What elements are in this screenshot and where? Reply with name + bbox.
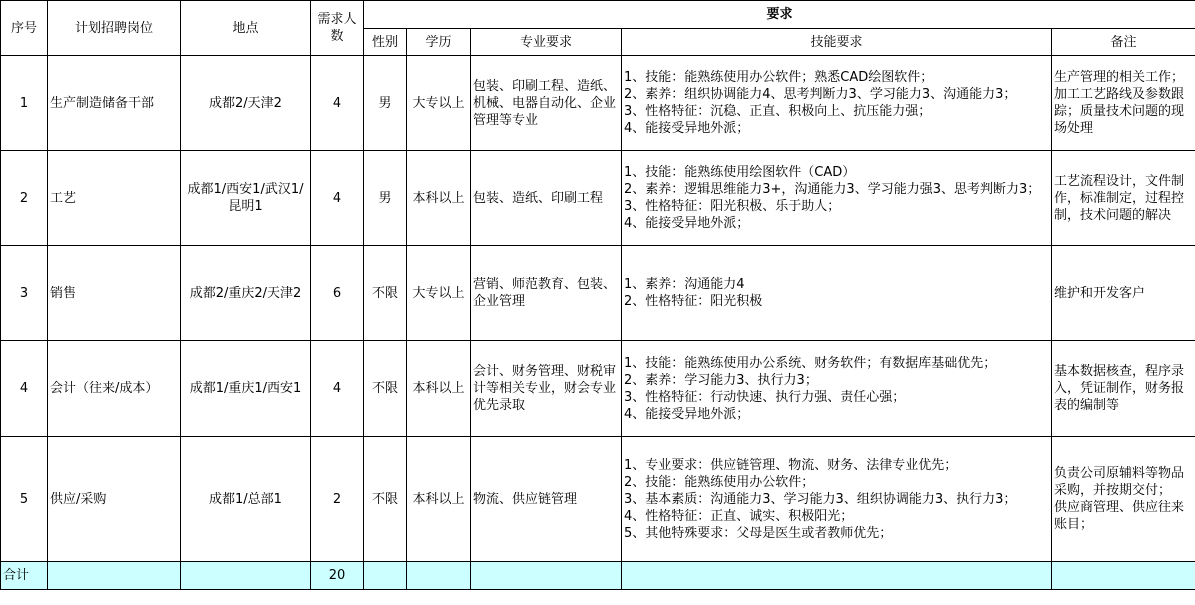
table-row [1,56,1195,151]
row-location: 成都2/天津2 [181,56,311,151]
row-position: 工艺 [48,151,181,246]
total-empty-cell [48,562,181,590]
row-seq: 3 [1,246,48,341]
row-notes: 维护和开发客户 [1052,246,1195,341]
header-requirements: 要求 [364,1,1195,29]
row-education: 大专以上 [407,56,471,151]
total-empty-cell [471,562,622,590]
row-notes: 基本数据核查，程序录入，凭证制作，财务报表的编制等 [1052,341,1195,437]
total-empty-cell [1052,562,1195,590]
row-notes: 生产管理的相关工作；加工工艺路线及参数跟踪；质量技术问题的现场处理 [1052,56,1195,151]
table-row [1,151,1195,246]
row-major: 包装、造纸、印刷工程 [471,151,622,246]
header-gender: 性别 [364,29,407,56]
row-education: 本科以上 [407,341,471,437]
row-gender: 不限 [364,341,407,437]
total-row [1,562,1195,590]
row-location: 成都1/西安1/武汉1/昆明1 [181,151,311,246]
header-position: 计划招聘岗位 [48,1,181,56]
row-headcount: 6 [311,246,364,341]
header-skills: 技能要求 [622,29,1052,56]
table-row [1,341,1195,437]
total-empty-cell [622,562,1052,590]
row-major: 物流、供应链管理 [471,437,622,562]
row-location: 成都1/总部1 [181,437,311,562]
header-major: 专业要求 [471,29,622,56]
header-headcount [311,1,364,56]
row-education: 本科以上 [407,151,471,246]
total-empty-cell [181,562,311,590]
row-education: 大专以上 [407,246,471,341]
row-seq: 4 [1,341,48,437]
row-skills: 1、技能：能熟练使用绘图软件（CAD） 2、素养：逻辑思维能力3+，沟通能力3、学习能力强3、思考判断力3； 3、性格特征：阳光积极、乐于助人； 4、能接受异地外派； [622,151,1052,246]
header-headcount-label: 需求人数 [317,12,357,44]
row-headcount: 4 [311,151,364,246]
row-gender: 不限 [364,437,407,562]
row-location: 成都2/重庆2/天津2 [181,246,311,341]
total-headcount: 20 [311,562,364,590]
row-seq: 1 [1,56,48,151]
row-skills: 1、技能：能熟练使用办公软件；熟悉CAD绘图软件； 2、素养：组织协调能力4、思考判断力3、学习能力3、沟通能力3； 3、性格特征：沉稳、正直、积极向上、抗压能力强； 4、能接受异地外派； [622,56,1052,151]
row-education: 本科以上 [407,437,471,562]
total-empty-cell [364,562,407,590]
row-gender: 男 [364,151,407,246]
header-notes: 备注 [1052,29,1195,56]
row-headcount: 4 [311,341,364,437]
row-position: 生产制造储备干部 [48,56,181,151]
header-education: 学历 [407,29,471,56]
row-seq: 5 [1,437,48,562]
row-position: 销售 [48,246,181,341]
row-skills: 1、素养：沟通能力4 2、性格特征：阳光积极 [622,246,1052,341]
row-position: 供应/采购 [48,437,181,562]
row-major: 包装、印刷工程、造纸、机械、电器自动化、企业管理等专业 [471,56,622,151]
table-row [1,437,1195,562]
row-major: 营销、师范教育、包装、企业管理 [471,246,622,341]
row-gender: 男 [364,56,407,151]
row-skills: 1、专业要求：供应链管理、物流、财务、法律专业优先； 2、技能：能熟练使用办公软件； 3、基本素质：沟通能力3、学习能力3、组织协调能力3、执行力3； 4、性格特征：正直、诚实、积极阳光； 5、其他特殊要求：父母是医生或者教师优先； [622,437,1052,562]
row-skills: 1、技能：能熟练使用办公系统、财务软件；有数据库基础优先； 2、素养：学习能力3、执行力3； 3、性格特征：行动快速、执行力强、责任心强； 4、能接受异地外派； [622,341,1052,437]
row-major: 会计、财务管理、财税审计等相关专业，财会专业优先录取 [471,341,622,437]
row-notes: 负责公司原辅料等物品采购，并按期交付； 供应商管理、供应往来账目； [1052,437,1195,562]
total-label: 合计 [1,562,48,590]
header-location: 地点 [181,1,311,56]
row-headcount: 2 [311,437,364,562]
row-gender: 不限 [364,246,407,341]
header-row-1 [1,1,1195,29]
row-location: 成都1/重庆1/西安1 [181,341,311,437]
table-row [1,246,1195,341]
header-seq: 序号 [1,1,48,56]
row-position: 会计（往来/成本） [48,341,181,437]
row-seq: 2 [1,151,48,246]
row-notes: 工艺流程设计，文件制作，标准制定，过程控制，技术问题的解决 [1052,151,1195,246]
total-empty-cell [407,562,471,590]
row-headcount: 4 [311,56,364,151]
